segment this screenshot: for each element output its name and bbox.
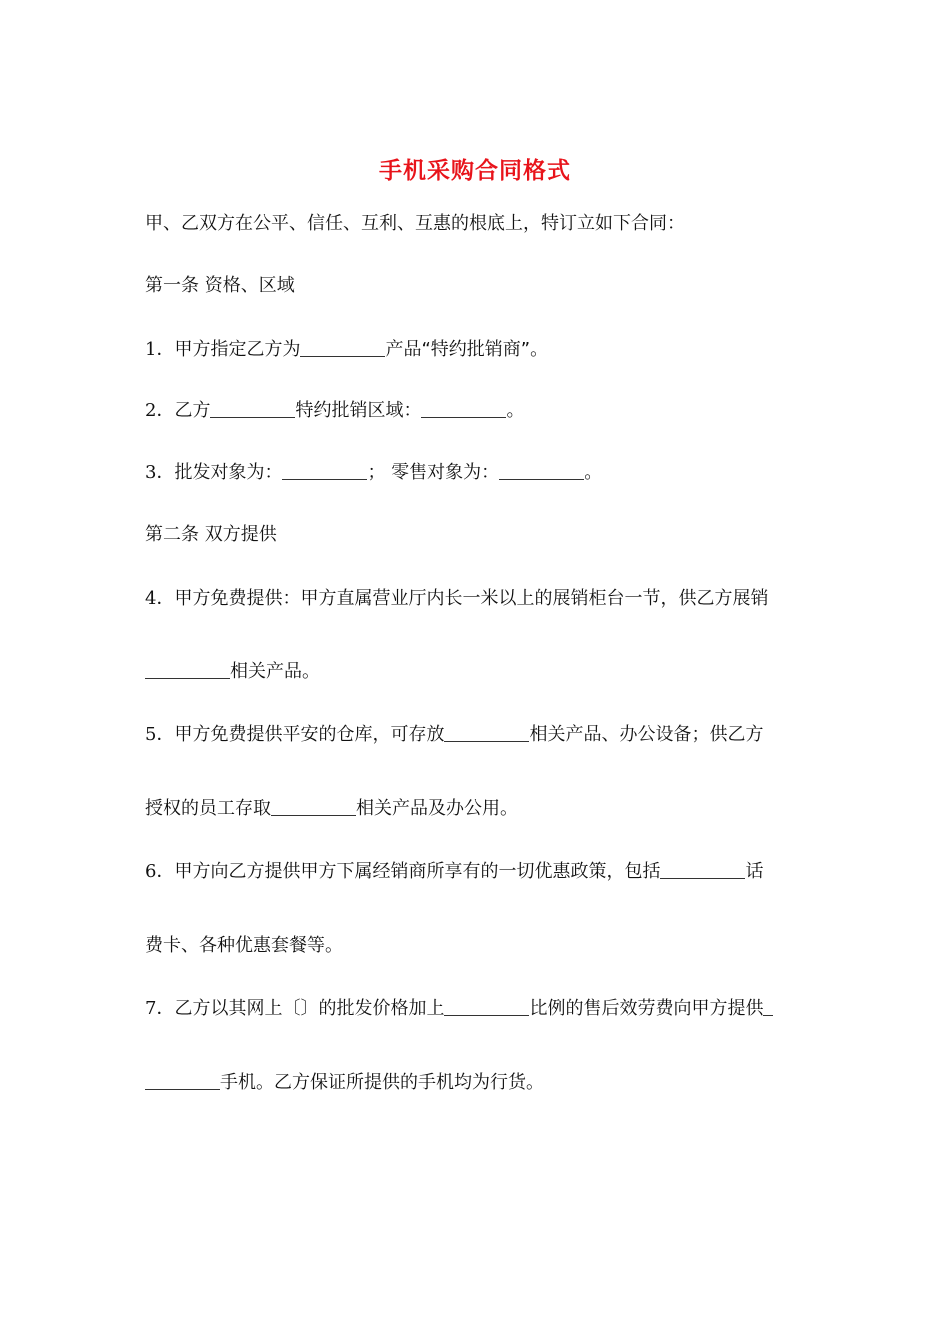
clause-text: 相关产品、办公设备；供乙方 <box>529 724 764 745</box>
fill-blank <box>763 997 773 1016</box>
fill-blank <box>271 797 356 816</box>
clause-text: 。 <box>506 400 525 421</box>
clause-1 <box>145 337 548 363</box>
clause-text: 产品“特约批销商”。 <box>385 339 549 360</box>
clause-text: 甲方免费提供平安的仓库，可存放 <box>174 724 445 745</box>
fill-blank <box>660 860 745 879</box>
clause-5-line-2 <box>145 796 518 822</box>
clause-text: 话 <box>745 861 764 882</box>
document-title: 手机采购合同格式 <box>379 158 571 184</box>
fill-blank <box>499 461 584 480</box>
clause-text: 批发对象为： <box>174 462 283 483</box>
clause-text: 甲方向乙方提供甲方下属经销商所享有的一切优惠政策，包括 <box>174 861 661 882</box>
clause-7-line-2 <box>145 1070 544 1096</box>
clause-7-line-1 <box>145 996 773 1022</box>
clause-5-line-1 <box>145 722 763 748</box>
fill-blank <box>421 399 506 418</box>
clause-text: 比例的售后效劳费向甲方提供 <box>529 998 764 1019</box>
clause-number: 6． <box>145 861 175 882</box>
intro-paragraph: 甲、乙双方在公平、信任、互利、互惠的根底上，特订立如下合同： <box>145 213 685 234</box>
clause-2 <box>145 398 524 424</box>
clause-text: 乙方以其网上〔〕的批发价格加上 <box>174 998 445 1019</box>
clause-number: 1． <box>145 339 175 360</box>
clause-text: 相关产品。 <box>230 661 320 682</box>
fill-blank <box>145 1071 220 1090</box>
clause-text: 特约批销区域： <box>295 400 422 421</box>
clause-number: 2． <box>145 400 175 421</box>
clause-text: 甲方指定乙方为 <box>174 339 301 360</box>
fill-blank <box>282 461 367 480</box>
clause-text: ； 零售对象为： <box>367 462 500 483</box>
article-2-heading: 第二条 双方提供 <box>145 524 277 545</box>
clause-number: 3． <box>145 462 175 483</box>
fill-blank <box>145 660 230 679</box>
clause-text: 。 <box>584 462 603 483</box>
clause-text: 乙方 <box>174 400 211 421</box>
fill-blank <box>210 399 295 418</box>
clause-number: 4． <box>145 588 175 609</box>
clause-number: 5． <box>145 724 175 745</box>
clause-text: 甲方免费提供：甲方直属营业厅内长一米以上的展销柜台一节，供乙方展销 <box>174 588 769 609</box>
clause-text: 手机。乙方保证所提供的手机均为行货。 <box>220 1072 544 1093</box>
clause-4-line-2 <box>145 659 320 685</box>
article-1-heading: 第一条 资格、区域 <box>145 275 295 296</box>
fill-blank <box>300 338 385 357</box>
clause-text: 授权的员工存取 <box>145 798 271 819</box>
clause-4-line-1 <box>145 586 768 612</box>
fill-blank <box>444 723 529 742</box>
fill-blank <box>444 997 529 1016</box>
clause-text: 相关产品及办公用。 <box>356 798 518 819</box>
clause-number: 7． <box>145 998 175 1019</box>
clause-6-line-2: 费卡、各种优惠套餐等。 <box>145 935 343 956</box>
clause-3 <box>145 460 602 486</box>
clause-6-line-1 <box>145 859 763 885</box>
